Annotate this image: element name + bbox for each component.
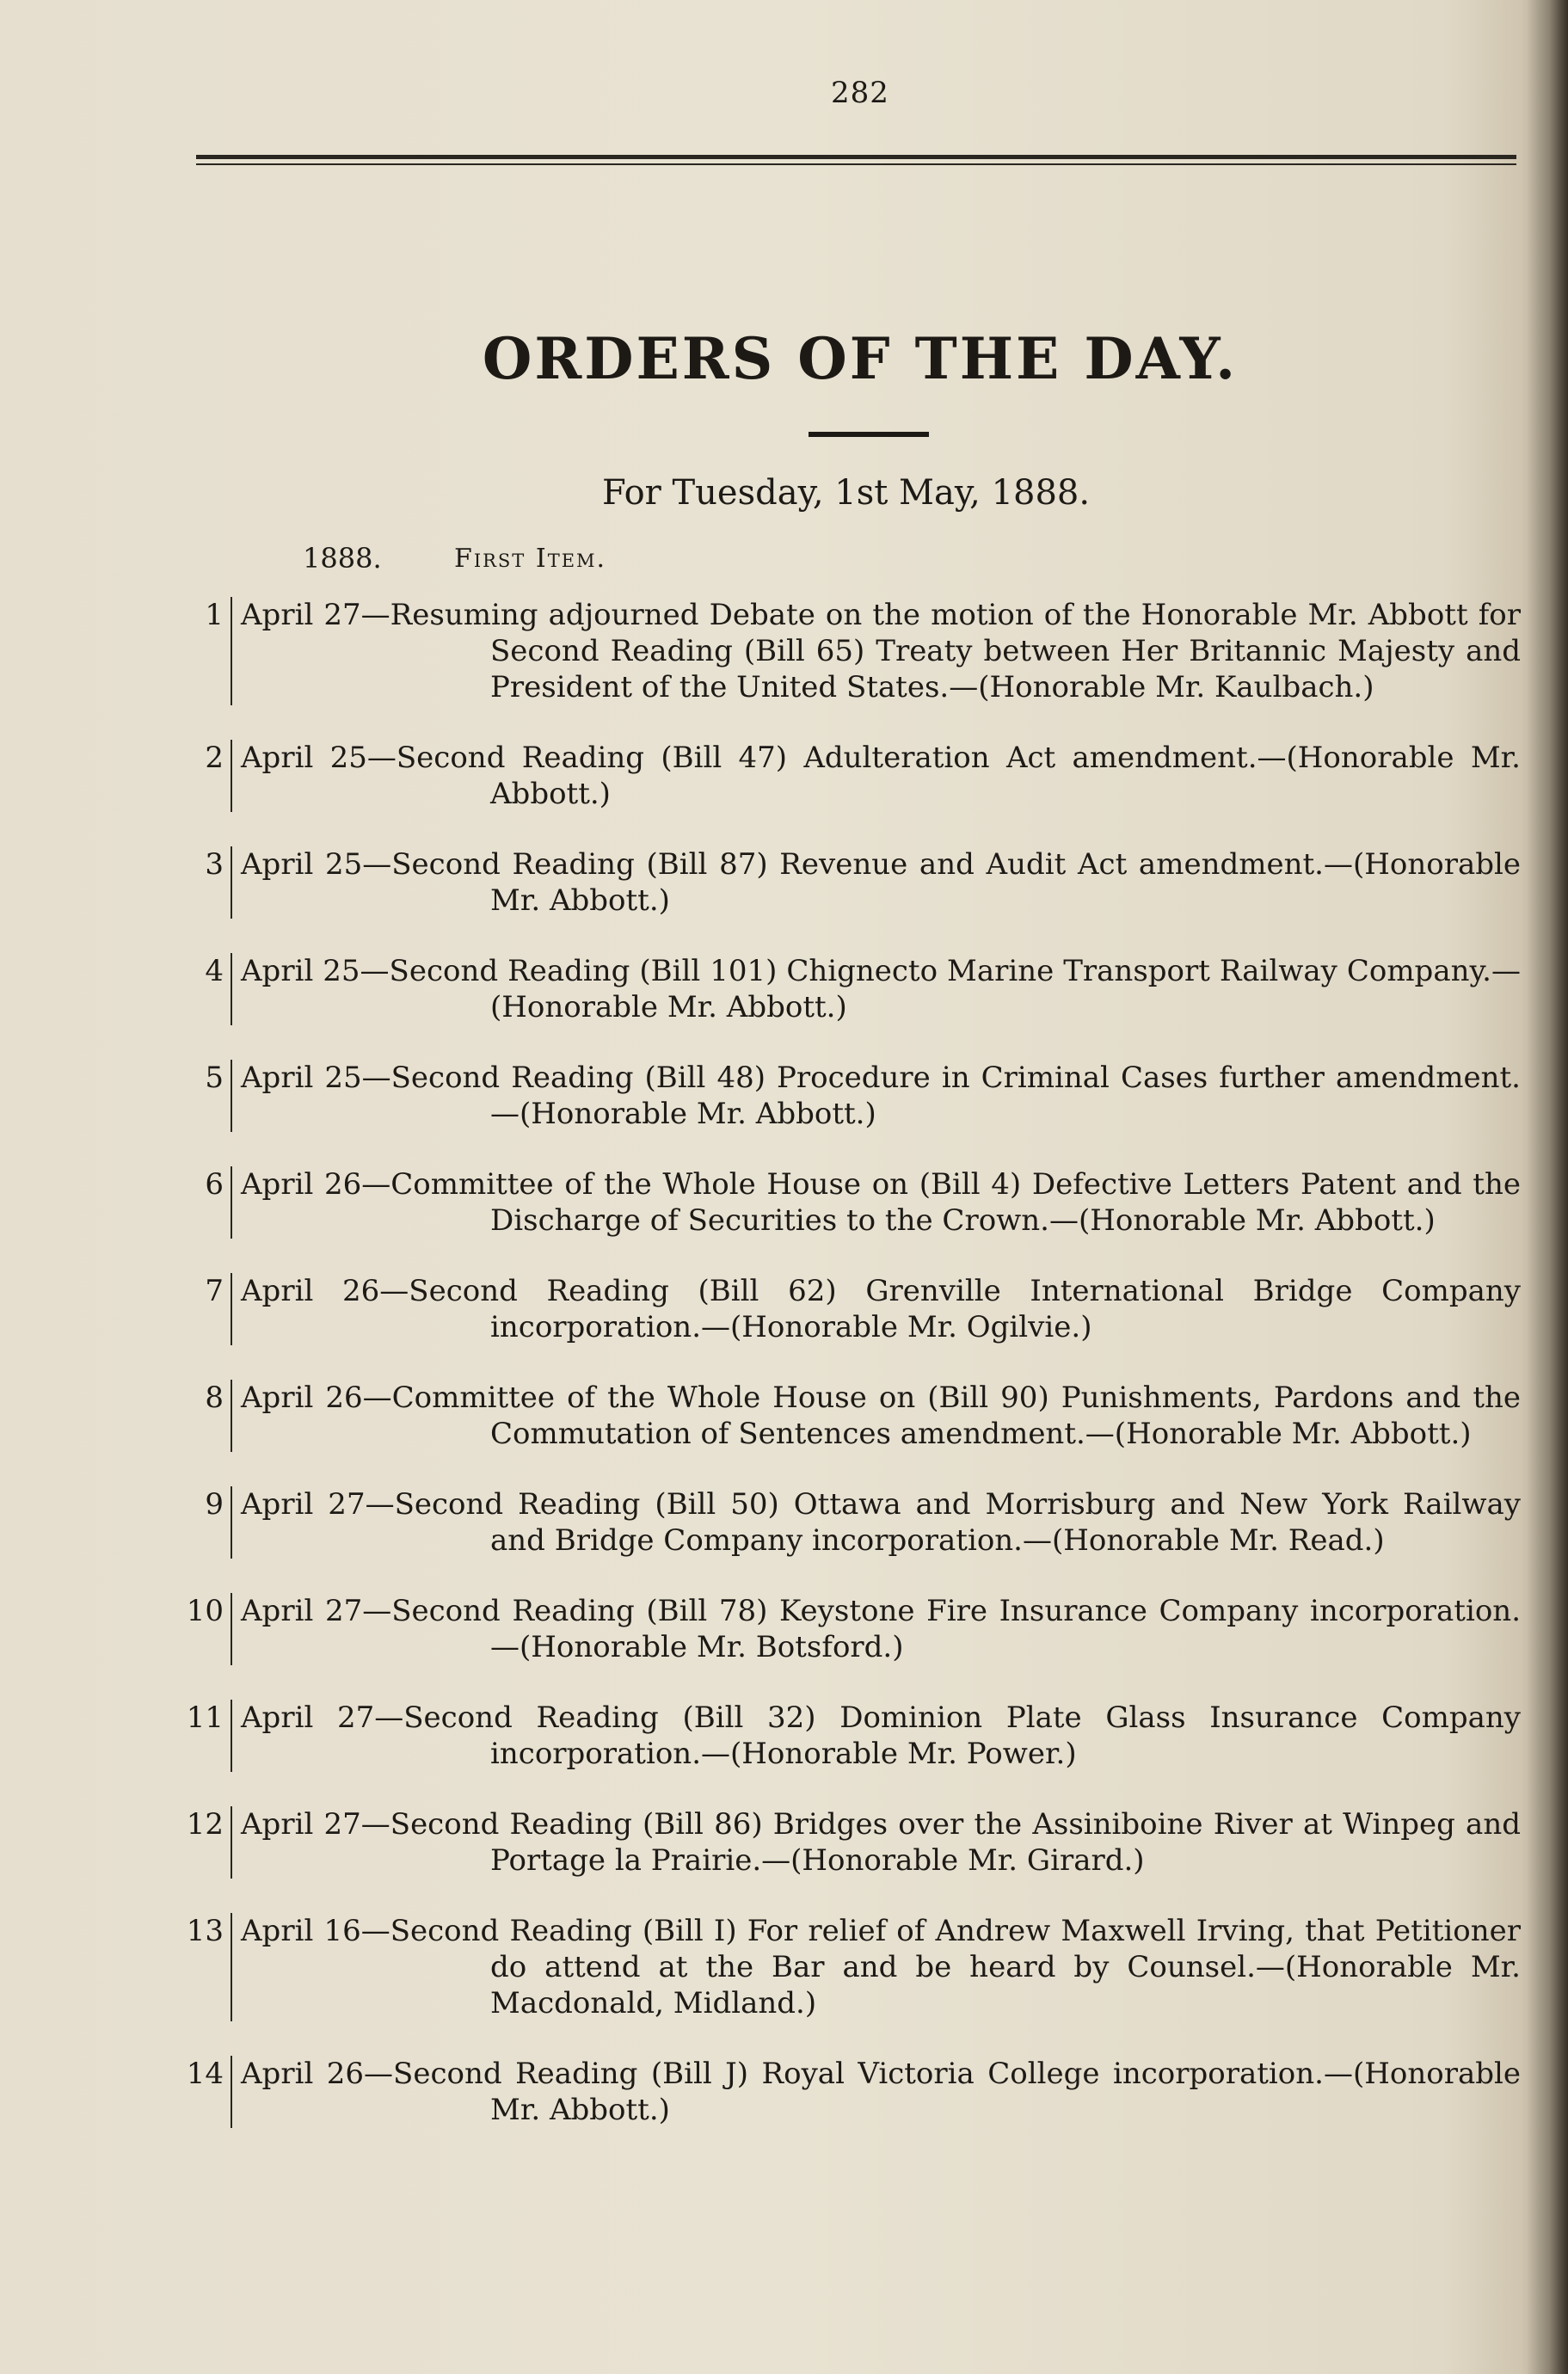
order-number: 3 bbox=[205, 847, 224, 882]
order-text-block bbox=[231, 2056, 1521, 2128]
title-divider bbox=[809, 432, 929, 437]
order-text-block bbox=[231, 953, 1521, 1025]
order-item bbox=[182, 2056, 1521, 2128]
date-line: For Tuesday, 1st May, 1888. bbox=[602, 473, 1091, 513]
order-text-block bbox=[231, 597, 1521, 705]
year-label: 1888. bbox=[303, 542, 382, 575]
order-item bbox=[182, 597, 1521, 705]
order-item bbox=[182, 740, 1521, 812]
order-text-block bbox=[231, 740, 1521, 812]
order-text-block bbox=[231, 1593, 1521, 1665]
order-text: April 27—Resuming adjourned Debate on the motion of the Honorable Mr. Abbott for Second Reading (Bill 65) Treaty between Her Britannic Majesty and President of the United States.—(Honorable Mr. Kaulbach.) bbox=[241, 598, 1521, 704]
order-text: April 26—Committee of the Whole House on (Bill 90) Punishments, Pardons and the Commutation of Sentences amendment.—(Honorable Mr. Abbott.) bbox=[241, 1381, 1521, 1451]
order-item bbox=[182, 953, 1521, 1025]
order-number: 9 bbox=[205, 1487, 224, 1522]
order-text: April 27—Second Reading (Bill 78) Keystone Fire Insurance Company incorporation.—(Honorable Mr. Botsford.) bbox=[241, 1594, 1521, 1664]
order-text: April 27—Second Reading (Bill 32) Dominion Plate Glass Insurance Company incorporation.—(Honorable Mr. Power.) bbox=[241, 1701, 1521, 1771]
order-text: April 25—Second Reading (Bill 48) Procedure in Criminal Cases further amendment.—(Honorable Mr. Abbott.) bbox=[241, 1061, 1521, 1131]
order-item bbox=[182, 1806, 1521, 1879]
page-title: ORDERS OF THE DAY. bbox=[482, 325, 1239, 392]
order-number: 14 bbox=[186, 2057, 224, 2091]
orders-list bbox=[182, 597, 1521, 2128]
order-number: 12 bbox=[186, 1807, 224, 1842]
order-text: April 26—Committee of the Whole House on (Bill 4) Defective Letters Patent and the Discharge of Securities to the Crown.—(Honorable Mr. Abbott.) bbox=[241, 1167, 1521, 1238]
order-text: April 27—Second Reading (Bill 50) Ottawa and Morrisburg and New York Railway and Bridge Company incorporation.—(Honorable Mr. Read.) bbox=[241, 1487, 1521, 1558]
order-item bbox=[182, 1700, 1521, 1772]
order-item bbox=[182, 1060, 1521, 1132]
order-item bbox=[182, 1273, 1521, 1345]
order-item bbox=[182, 1166, 1521, 1239]
order-text: April 26—Second Reading (Bill J) Royal Victoria College incorporation.—(Honorable Mr. Abbott.) bbox=[241, 2057, 1521, 2127]
order-number: 7 bbox=[205, 1274, 224, 1308]
order-text-block bbox=[231, 846, 1521, 919]
order-number: 5 bbox=[205, 1061, 224, 1095]
order-text-block bbox=[231, 1166, 1521, 1239]
order-number: 8 bbox=[205, 1381, 224, 1415]
order-item bbox=[182, 1486, 1521, 1559]
order-text: April 16—Second Reading (Bill I) For relief of Andrew Maxwell Irving, that Petitioner do attend at the Bar and be heard by Counsel.—(Honorable Mr. Macdonald, Midland.) bbox=[241, 1914, 1521, 2020]
page-number: 282 bbox=[831, 76, 889, 110]
order-item bbox=[182, 1380, 1521, 1452]
header-rule-thin bbox=[196, 163, 1516, 165]
header-rule-thick bbox=[196, 155, 1516, 159]
book-spine-shadow bbox=[1527, 0, 1568, 2374]
order-text: April 25—Second Reading (Bill 101) Chignecto Marine Transport Railway Company.—(Honorable Mr. Abbott.) bbox=[241, 954, 1521, 1024]
order-number: 1 bbox=[205, 598, 224, 632]
order-text-block bbox=[231, 1913, 1521, 2021]
order-text: April 26—Second Reading (Bill 62) Grenville International Bridge Company incorporation.—(Honorable Mr. Ogilvie.) bbox=[241, 1274, 1521, 1344]
order-number: 10 bbox=[186, 1594, 224, 1628]
order-number: 4 bbox=[205, 954, 224, 988]
order-text: April 27—Second Reading (Bill 86) Bridges over the Assiniboine River at Winpeg and Portage la Prairie.—(Honorable Mr. Girard.) bbox=[241, 1807, 1521, 1878]
order-text-block bbox=[231, 1486, 1521, 1559]
order-item bbox=[182, 1913, 1521, 2021]
order-item bbox=[182, 1593, 1521, 1665]
order-text-block bbox=[231, 1273, 1521, 1345]
order-number: 11 bbox=[186, 1701, 224, 1735]
order-number: 6 bbox=[205, 1167, 224, 1202]
order-text-block bbox=[231, 1806, 1521, 1879]
order-number: 13 bbox=[186, 1914, 224, 1948]
order-text: April 25—Second Reading (Bill 47) Adulteration Act amendment.—(Honorable Mr. Abbott.) bbox=[241, 741, 1521, 811]
order-text-block bbox=[231, 1700, 1521, 1772]
order-number: 2 bbox=[205, 741, 224, 775]
item-heading: First Item. bbox=[454, 544, 607, 574]
order-text-block bbox=[231, 1380, 1521, 1452]
order-item bbox=[182, 846, 1521, 919]
order-text: April 25—Second Reading (Bill 87) Revenue and Audit Act amendment.—(Honorable Mr. Abbott.) bbox=[241, 847, 1521, 918]
order-text-block bbox=[231, 1060, 1521, 1132]
